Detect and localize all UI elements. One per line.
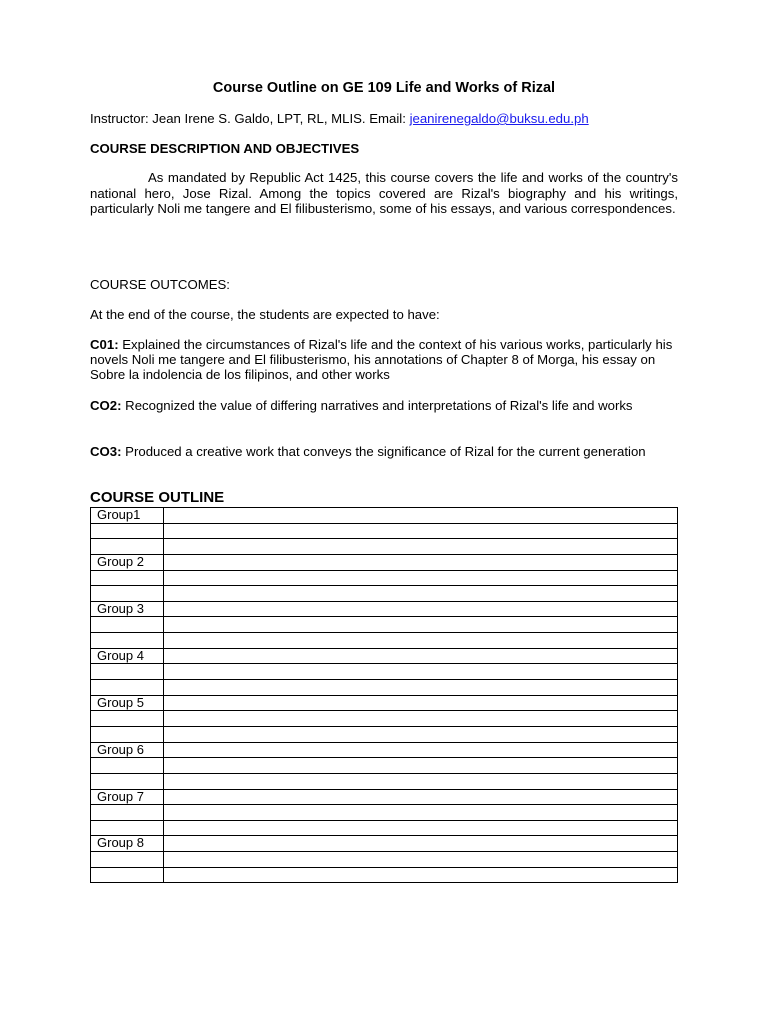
instructor-label: Instructor: Jean Irene S. Galdo, LPT, RL, MLIS. Email: bbox=[90, 111, 410, 126]
group-label-cell: Group 8 bbox=[91, 836, 164, 852]
table-cell bbox=[164, 726, 678, 742]
table-cell bbox=[164, 836, 678, 852]
outcome-co2 bbox=[90, 398, 678, 413]
table-row bbox=[91, 554, 678, 570]
group-label-cell: Group1 bbox=[91, 508, 164, 524]
table-cell bbox=[164, 773, 678, 789]
table-cell bbox=[91, 852, 164, 868]
group-label-cell: Group 6 bbox=[91, 742, 164, 758]
table-cell bbox=[164, 648, 678, 664]
group-label-cell: Group 4 bbox=[91, 648, 164, 664]
table-cell bbox=[164, 539, 678, 555]
table-row bbox=[91, 726, 678, 742]
table-cell bbox=[164, 758, 678, 774]
table-cell bbox=[164, 508, 678, 524]
table-cell bbox=[164, 633, 678, 649]
table-cell bbox=[164, 820, 678, 836]
outcomes-intro: At the end of the course, the students are expected to have: bbox=[90, 307, 440, 322]
table-cell bbox=[91, 680, 164, 696]
outline-heading: COURSE OUTLINE bbox=[90, 489, 225, 506]
table-cell bbox=[164, 523, 678, 539]
course-outline-table bbox=[90, 507, 678, 883]
table-row bbox=[91, 758, 678, 774]
table-cell bbox=[164, 617, 678, 633]
table-cell bbox=[91, 570, 164, 586]
table-row bbox=[91, 601, 678, 617]
table-row bbox=[91, 836, 678, 852]
outcome-code: C01: bbox=[90, 337, 119, 352]
group-label-cell: Group 5 bbox=[91, 695, 164, 711]
table-cell bbox=[164, 711, 678, 727]
table-row bbox=[91, 648, 678, 664]
document-title: Course Outline on GE 109 Life and Works of Rizal bbox=[212, 80, 556, 96]
table-cell bbox=[164, 570, 678, 586]
table-cell bbox=[164, 695, 678, 711]
description-body: As mandated by Republic Act 1425, this course covers the life and works of the country's national hero, Jose Rizal. Among the topics covered are Rizal's biography and his writings, particularly Noli me tangere and El filibusterismo, some of his essays, and various correspondences. bbox=[90, 170, 678, 216]
outcome-code: CO2: bbox=[90, 398, 122, 413]
table-cell bbox=[164, 586, 678, 602]
table-cell bbox=[164, 867, 678, 883]
outcome-co1 bbox=[90, 337, 678, 383]
table-cell bbox=[91, 773, 164, 789]
table-row bbox=[91, 680, 678, 696]
table-row bbox=[91, 711, 678, 727]
table-row bbox=[91, 742, 678, 758]
table-cell bbox=[91, 523, 164, 539]
description-heading: COURSE DESCRIPTION AND OBJECTIVES bbox=[90, 141, 360, 156]
table-row bbox=[91, 852, 678, 868]
table-row bbox=[91, 664, 678, 680]
table-row bbox=[91, 539, 678, 555]
table-row bbox=[91, 523, 678, 539]
table-cell bbox=[91, 820, 164, 836]
table-cell bbox=[164, 742, 678, 758]
table-row bbox=[91, 820, 678, 836]
table-cell bbox=[91, 617, 164, 633]
table-cell bbox=[91, 758, 164, 774]
table-row bbox=[91, 508, 678, 524]
outcomes-heading: COURSE OUTCOMES: bbox=[90, 277, 230, 292]
table-cell bbox=[91, 539, 164, 555]
table-row bbox=[91, 773, 678, 789]
table-row bbox=[91, 695, 678, 711]
table-cell bbox=[91, 633, 164, 649]
table-cell bbox=[91, 805, 164, 821]
table-row bbox=[91, 586, 678, 602]
table-cell bbox=[164, 852, 678, 868]
table-row bbox=[91, 570, 678, 586]
table-cell bbox=[91, 711, 164, 727]
table-row bbox=[91, 633, 678, 649]
table-cell bbox=[91, 867, 164, 883]
group-label-cell: Group 3 bbox=[91, 601, 164, 617]
table-cell bbox=[164, 601, 678, 617]
group-label-cell: Group 7 bbox=[91, 789, 164, 805]
table-row bbox=[91, 789, 678, 805]
table-cell bbox=[91, 586, 164, 602]
outcome-code: CO3: bbox=[90, 444, 122, 459]
table-cell bbox=[164, 805, 678, 821]
table-row bbox=[91, 617, 678, 633]
table-row bbox=[91, 805, 678, 821]
instructor-email-link[interactable]: jeanirenegaldo@buksu.edu.ph bbox=[409, 111, 589, 126]
table-cell bbox=[91, 664, 164, 680]
outcome-text: Produced a creative work that conveys the significance of Rizal for the current generation bbox=[121, 444, 646, 459]
table-cell bbox=[164, 789, 678, 805]
outcome-co3 bbox=[90, 444, 678, 459]
outcome-text: Explained the circumstances of Rizal's life and the context of his various works, particularly his novels Noli me tangere and El filibusterismo, his annotations of Chapter 8 of Morga, his essay on Sobre la indolencia de los filipinos, and other works bbox=[90, 337, 673, 383]
table-cell bbox=[91, 726, 164, 742]
table-row bbox=[91, 867, 678, 883]
table-cell bbox=[164, 664, 678, 680]
instructor-line bbox=[90, 110, 678, 128]
group-label-cell: Group 2 bbox=[91, 554, 164, 570]
table-cell bbox=[164, 554, 678, 570]
table-cell bbox=[164, 680, 678, 696]
outcome-text: Recognized the value of differing narratives and interpretations of Rizal's life and works bbox=[121, 398, 633, 413]
